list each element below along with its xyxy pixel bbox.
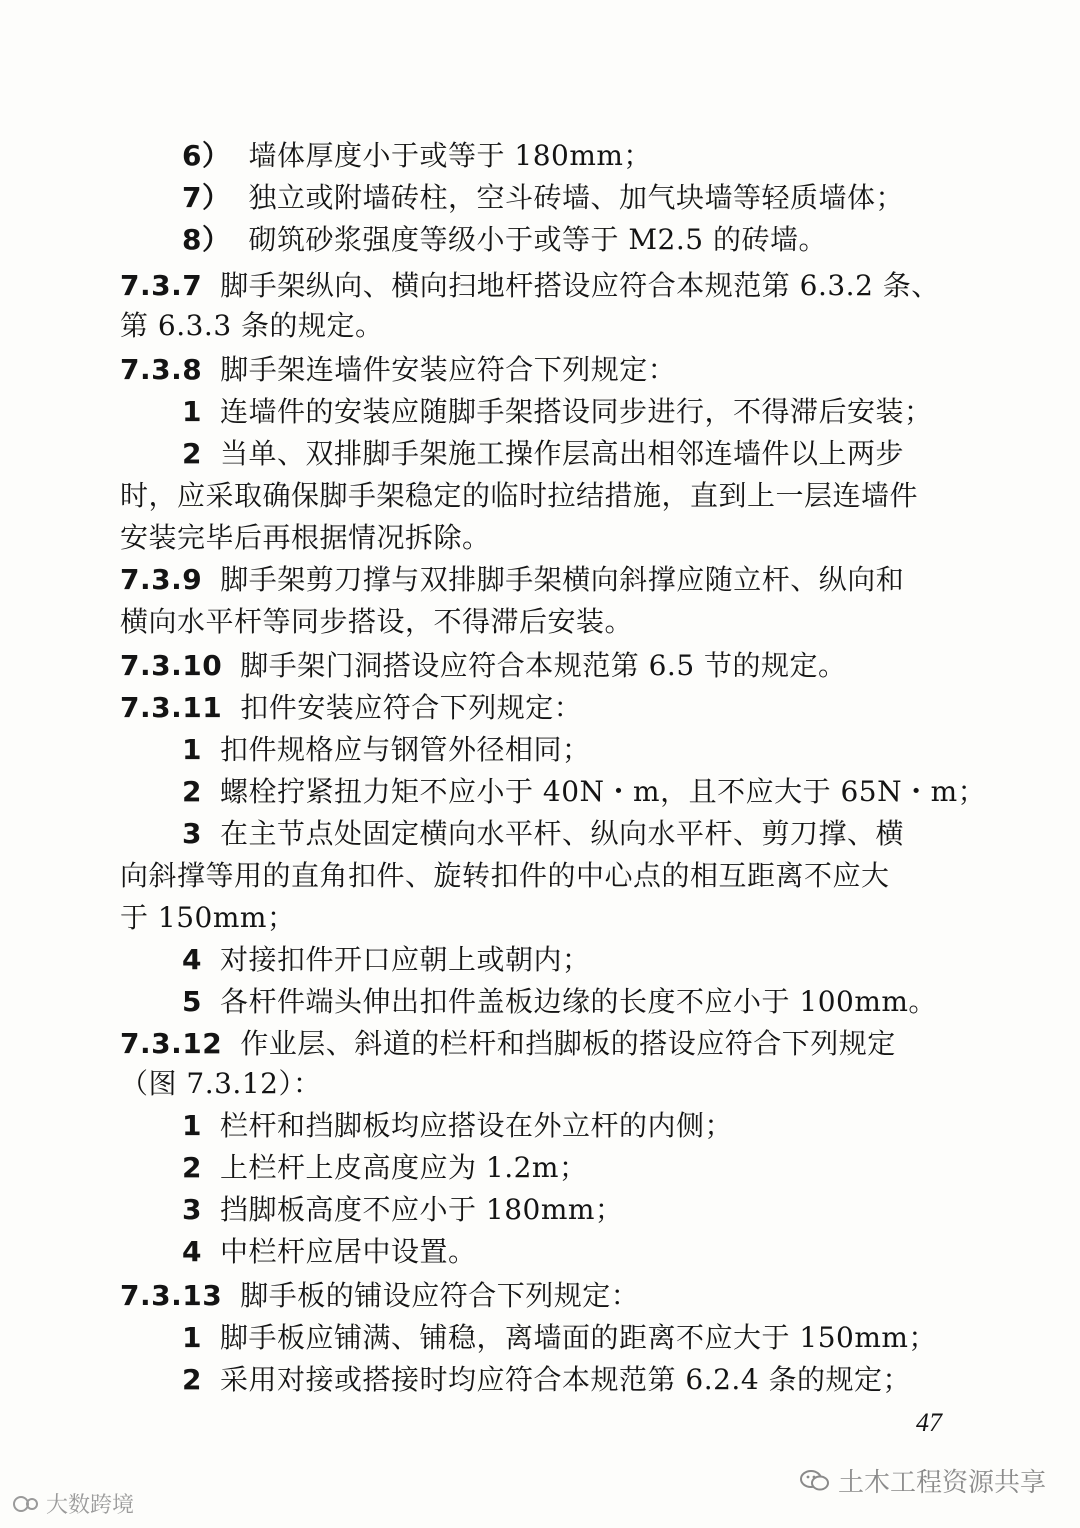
item-number: 7） — [182, 181, 231, 214]
line-text: 脚手板的铺设应符合下列规定： — [240, 1279, 640, 1312]
continuation-line — [120, 1064, 321, 1104]
line-text: 在主节点处固定横向水平杆、纵向水平杆、剪刀撑、横 — [219, 817, 904, 850]
line-text: 扣件安装应符合下列规定： — [240, 691, 583, 724]
wechat-watermark-text: 土木工程资源共享 — [837, 1468, 1046, 1498]
section-heading-line — [120, 646, 847, 686]
line-text: 各杆件端头伸出扣件盖板边缘的长度不应小于 100mm。 — [219, 985, 937, 1018]
section-number: 7.3.13 — [120, 1279, 223, 1312]
section-number: 7.3.8 — [120, 353, 203, 386]
brand-watermark-text: 大数跨境 — [46, 1493, 135, 1518]
continuation-line — [120, 602, 633, 642]
line-text: 扣件规格应与钢管外径相同； — [219, 733, 591, 766]
section-number: 7.3.7 — [120, 269, 203, 302]
continuation-line — [120, 898, 295, 938]
line-text: 对接扣件开口应朝上或朝内； — [219, 943, 591, 976]
line-text: 挡脚板高度不应小于 180mm； — [219, 1193, 624, 1226]
section-number: 7.3.12 — [120, 1027, 223, 1060]
section-heading-line — [120, 350, 676, 390]
item-number: 2 — [182, 775, 202, 808]
list-item-line — [182, 1232, 477, 1272]
item-number: 1 — [182, 1321, 202, 1354]
list-item-line — [182, 392, 933, 432]
item-number: 8） — [182, 223, 231, 256]
section-number: 7.3.9 — [120, 563, 203, 596]
list-item-line — [182, 220, 827, 260]
line-text: 中栏杆应居中设置。 — [219, 1235, 477, 1268]
list-item-line — [182, 940, 591, 980]
section-heading-line — [120, 1024, 896, 1064]
brand-icon — [12, 1492, 42, 1516]
line-text: 第 6.3.3 条的规定。 — [120, 309, 384, 342]
item-number: 2 — [182, 437, 202, 470]
line-text: 向斜撑等用的直角扣件、旋转扣件的中心点的相互距离不应大 — [120, 859, 890, 892]
item-number: 4 — [182, 1235, 202, 1268]
continuation-line — [120, 476, 918, 516]
line-text: 采用对接或搭接时均应符合本规范第 6.2.4 条的规定； — [219, 1363, 912, 1396]
list-item-line — [182, 814, 904, 854]
item-number: 1 — [182, 1109, 202, 1142]
item-number: 2 — [182, 1363, 202, 1396]
list-item-line — [182, 982, 937, 1022]
line-text: 当单、双排脚手架施工操作层高出相邻连墙件以上两步 — [219, 437, 904, 470]
list-item-line — [182, 136, 652, 176]
list-item-line — [182, 1360, 911, 1400]
item-number: 2 — [182, 1151, 202, 1184]
item-number: 4 — [182, 943, 202, 976]
line-text: 独立或附墙砖柱，空斗砖墙、加气块墙等轻质墙体； — [248, 181, 904, 214]
line-text: 脚手架连墙件安装应符合下列规定： — [220, 353, 677, 386]
list-item-line — [182, 1190, 623, 1230]
wechat-watermark — [800, 1462, 1046, 1499]
section-heading-line — [120, 1276, 639, 1316]
line-text: 脚手架门洞搭设应符合本规范第 6.5 节的规定。 — [240, 649, 847, 682]
item-number: 6） — [182, 139, 231, 172]
list-item-line — [182, 434, 904, 474]
continuation-line — [120, 856, 890, 896]
section-heading-line — [120, 266, 940, 306]
line-text: 墙体厚度小于或等于 180mm； — [248, 139, 652, 172]
list-item-line — [182, 1106, 733, 1146]
line-text: 脚手板应铺满、铺稳，离墙面的距离不应大于 150mm； — [219, 1321, 937, 1354]
line-text: 螺栓拧紧扭力矩不应小于 40N・m，且不应大于 65N・m； — [219, 775, 987, 808]
page-number: 47 — [916, 1408, 942, 1437]
list-item-line — [182, 1148, 587, 1188]
line-text: （图 7.3.12）： — [120, 1067, 322, 1100]
section-number: 7.3.10 — [120, 649, 223, 682]
item-number: 5 — [182, 985, 202, 1018]
section-heading-line — [120, 560, 904, 600]
list-item-line — [182, 772, 986, 812]
line-text: 脚手架纵向、横向扫地杆搭设应符合本规范第 6.3.2 条、 — [220, 269, 940, 302]
line-text: 于 150mm； — [120, 901, 296, 934]
list-item-line — [182, 730, 591, 770]
list-item-line — [182, 178, 904, 218]
line-text: 栏杆和挡脚板均应搭设在外立杆的内侧； — [219, 1109, 733, 1142]
item-number: 1 — [182, 395, 202, 428]
item-number: 3 — [182, 1193, 202, 1226]
section-heading-line — [120, 688, 582, 728]
line-text: 横向水平杆等同步搭设，不得滞后安装。 — [120, 605, 634, 638]
line-text: 作业层、斜道的栏杆和挡脚板的搭设应符合下列规定 — [240, 1027, 896, 1060]
item-number: 1 — [182, 733, 202, 766]
item-number: 3 — [182, 817, 202, 850]
continuation-line — [120, 518, 491, 558]
line-text: 脚手架剪刀撑与双排脚手架横向斜撑应随立杆、纵向和 — [220, 563, 905, 596]
continuation-line — [120, 306, 384, 346]
brand-watermark — [12, 1488, 134, 1519]
line-text: 时，应采取确保脚手架稳定的临时拉结措施，直到上一层连墙件 — [120, 479, 919, 512]
line-text: 砌筑砂浆强度等级小于或等于 M2.5 的砖墙。 — [248, 223, 827, 256]
wechat-icon — [800, 1469, 830, 1493]
line-text: 安装完毕后再根据情况拆除。 — [120, 521, 491, 554]
line-text: 连墙件的安装应随脚手架搭设同步进行，不得滞后安装； — [219, 395, 933, 428]
list-item-line — [182, 1318, 937, 1358]
line-text: 上栏杆上皮高度应为 1.2m； — [219, 1151, 588, 1184]
section-number: 7.3.11 — [120, 691, 223, 724]
